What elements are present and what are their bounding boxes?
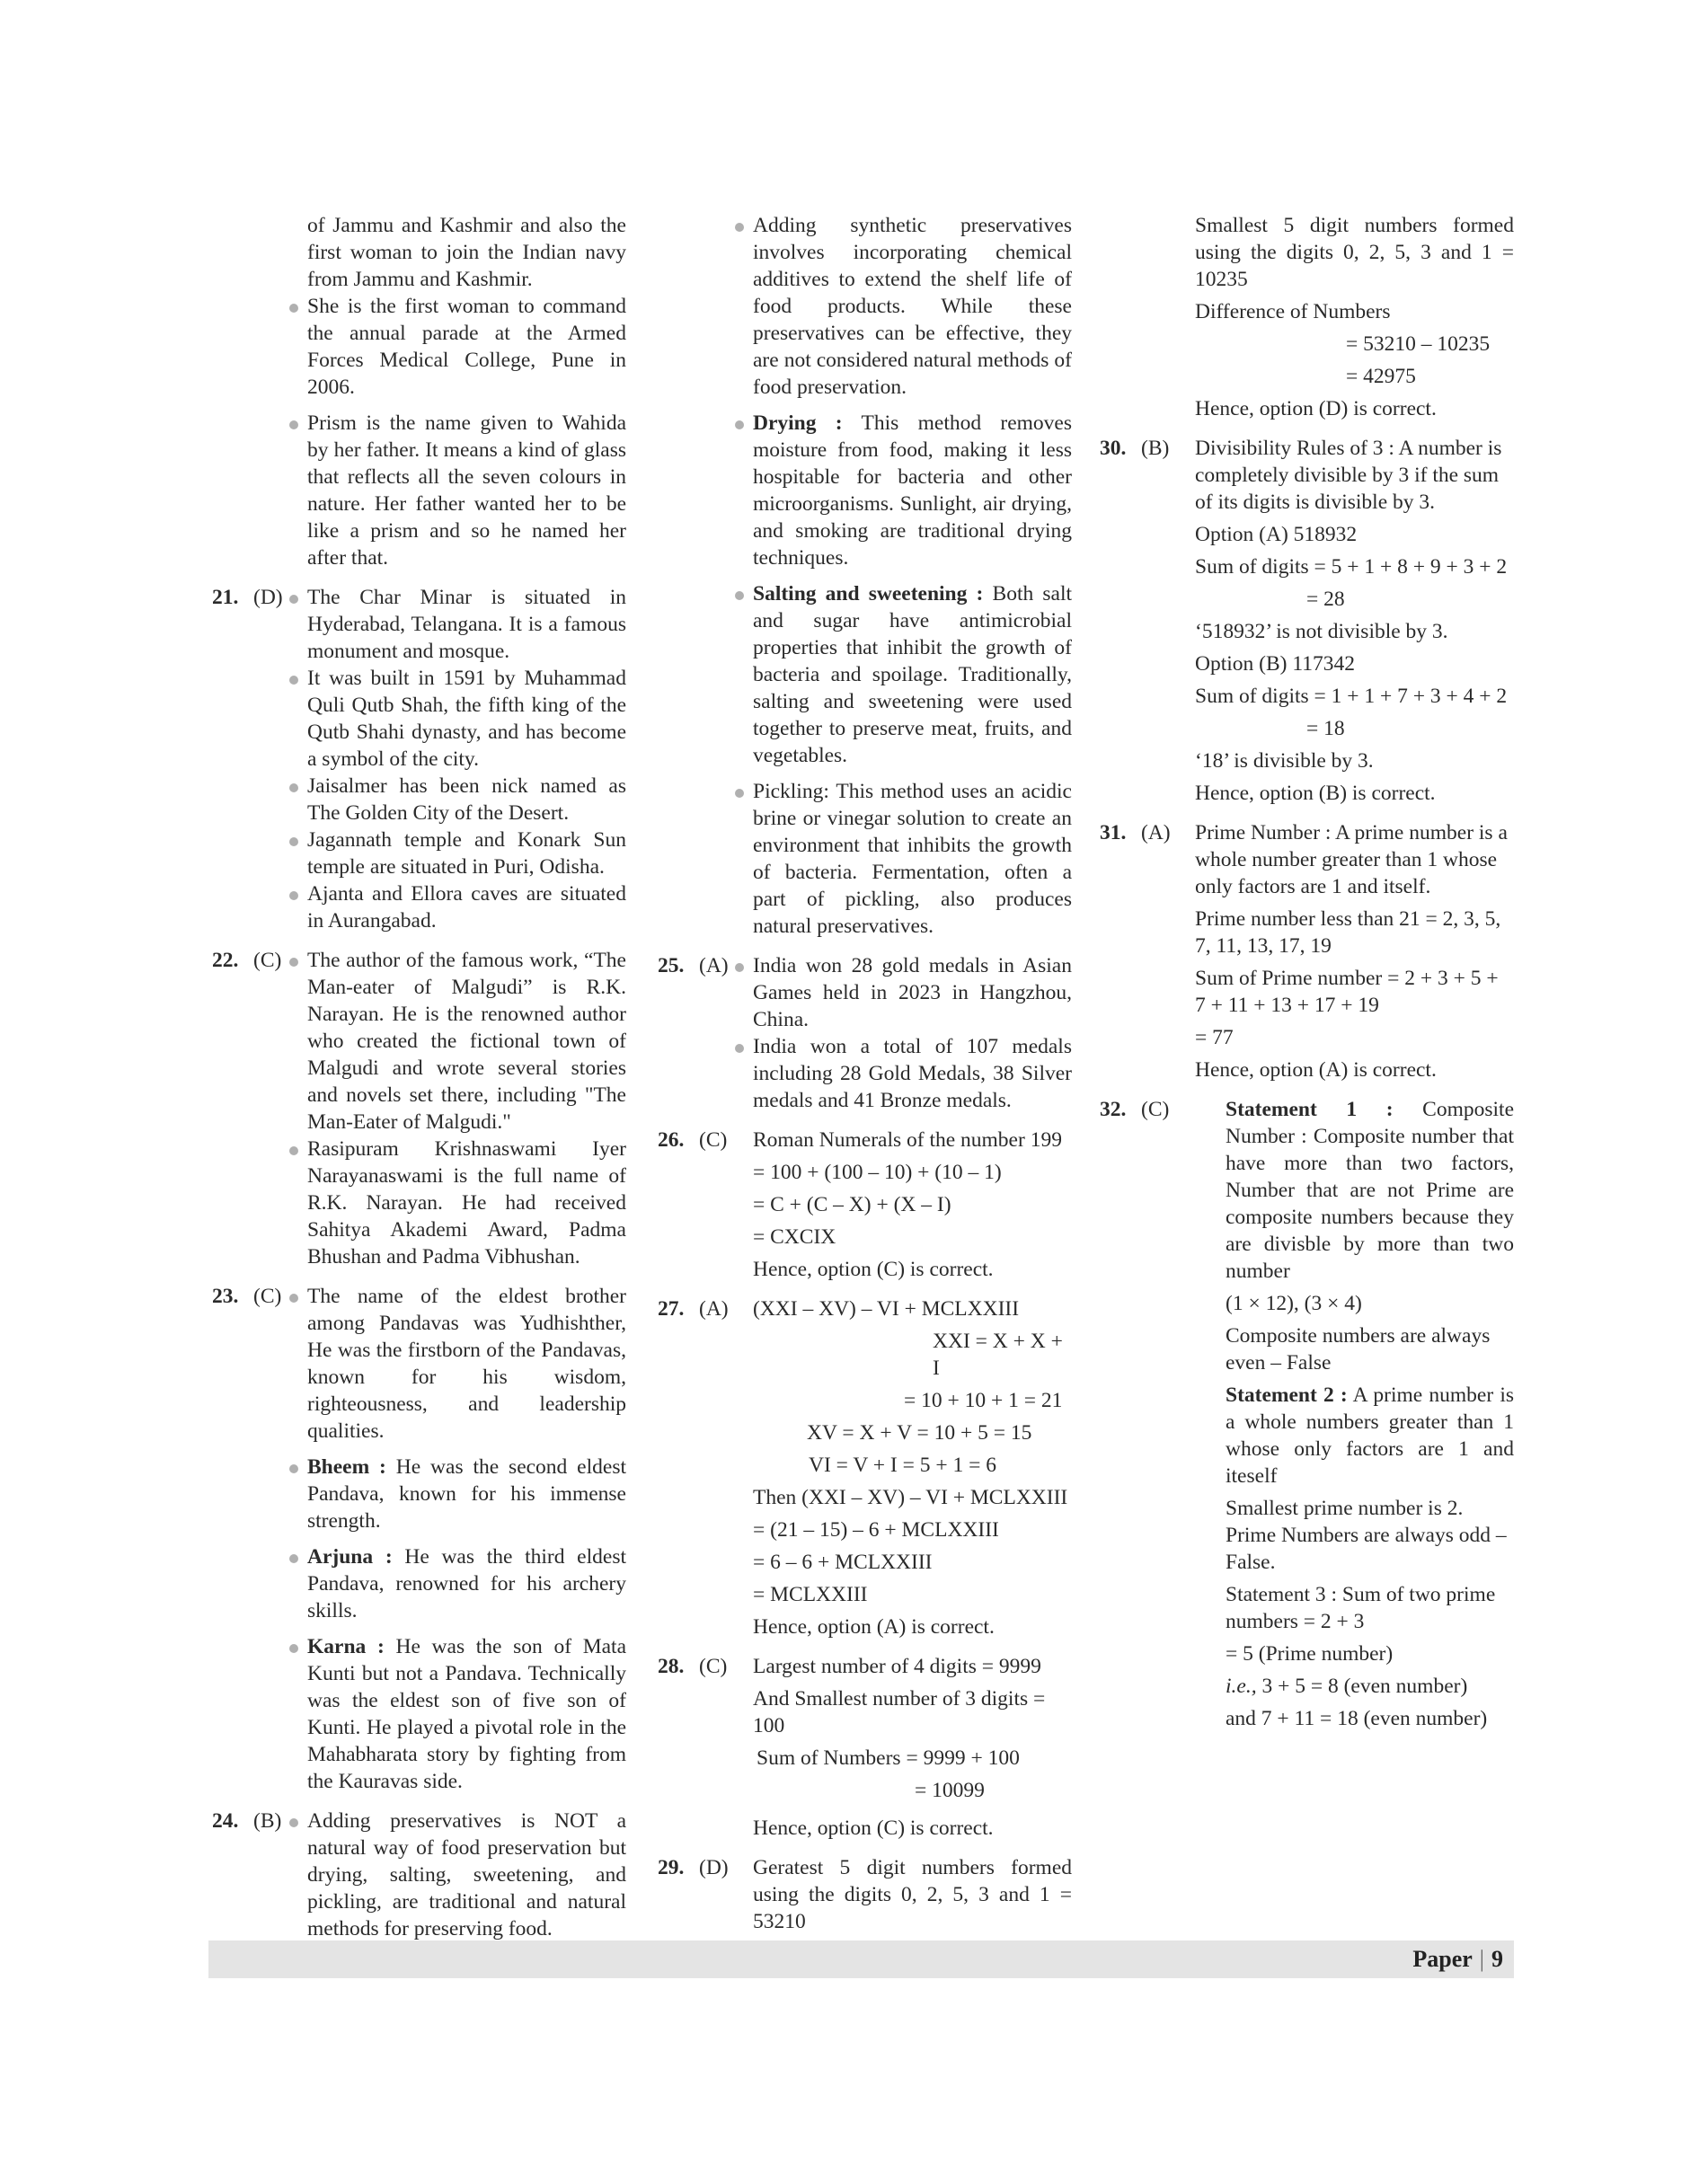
- math-line: Composite numbers are always even – False: [1226, 1324, 1491, 1375]
- bullet-icon: [289, 837, 298, 846]
- footer-label: [1412, 1946, 1503, 1973]
- answer-option: (A): [699, 1297, 729, 1321]
- answer-32: [1096, 1096, 1514, 1732]
- answer-option: (D): [253, 586, 283, 609]
- answer-29: [654, 1854, 1072, 1935]
- math-line: = CXCIX: [753, 1225, 836, 1249]
- math-line: Prime Number : A prime number is a whole number greater than 1 whose only factors are 1 and itself.: [1195, 821, 1508, 898]
- question-number: 30.: [1100, 437, 1127, 460]
- bullet-icon: [289, 304, 298, 313]
- answer-option: (A): [1141, 821, 1171, 844]
- answer-option: (C): [253, 949, 282, 972]
- math-line: = 18: [1306, 717, 1345, 740]
- question-number: 32.: [1100, 1098, 1127, 1121]
- column-1: [208, 212, 626, 1955]
- math-line: Smallest 5 digit numbers formed using the digits 0, 2, 5, 3 and 1 = 10235: [1195, 214, 1514, 291]
- column-2: [654, 212, 1072, 1948]
- column-3: [1096, 212, 1514, 1745]
- math-line: ‘518932’ is not divisible by 3.: [1195, 620, 1448, 643]
- answer-option: (D): [699, 1856, 729, 1879]
- math-line: Hence, option (B) is correct.: [1195, 782, 1436, 805]
- math-line: i.e., 3 + 5 = 8 (even number): [1226, 1675, 1468, 1698]
- math-line: = C + (C – X) + (X – I): [753, 1193, 951, 1216]
- list-item: Ajanta and Ellora caves are situated in Aurangabad.: [307, 880, 626, 934]
- statement-2: [1195, 1382, 1514, 1576]
- math-line: = 77: [1195, 1026, 1234, 1049]
- math-line: Hence, option (D) is correct.: [1195, 397, 1437, 420]
- statement-text: Statement 2 : A prime number is a whole numbers greater than 1 whose only factors are 1 and iteself: [1226, 1383, 1514, 1488]
- statement-text: Statement 1 : Composite Number : Composite number that have more than two factors, Number that are not Prime are composite numbers because they are divisble by more than two number: [1226, 1098, 1514, 1283]
- list-item: Adding synthetic preservatives involves incorporating chemical additives to extend the shelf life of food products. While these preservatives can be effective, they are not considered natural methods of food preservation.: [753, 212, 1072, 401]
- math-line: = 10 + 10 + 1 = 21: [904, 1389, 1063, 1412]
- list-item: Pickling: This method uses an acidic brine or vinegar solution to create an environment that inhibits the growth of bacteria. Fermentation, often a part of pickling, also produces natural preservatives.: [753, 778, 1072, 940]
- bullet-icon: [289, 958, 298, 967]
- math-line: Difference of Numbers: [1195, 300, 1391, 323]
- answer-28: [654, 1653, 1072, 1842]
- bullet-icon: [735, 963, 744, 972]
- math-line: XXI = X + X + I: [933, 1330, 1063, 1380]
- list-item: Drying : This method removes moisture from food, making it less hospitable for bacteria and other microorganisms. Sunlight, air drying, and smoking are traditional drying techniques.: [753, 410, 1072, 571]
- question-number: 27.: [658, 1297, 685, 1321]
- math-line: Smallest prime number is 2. Prime Numbers are always odd – False.: [1226, 1497, 1507, 1574]
- list-item: Salting and sweetening : Both salt and sugar have antimicrobial properties that inhibit the growth of bacteria and spoilage. Traditionally, salting and sweetening were used together to preserve meat, fruits, and vegetables.: [753, 580, 1072, 769]
- math-line: = 100 + (100 – 10) + (10 – 1): [753, 1161, 1002, 1184]
- answer-option: (A): [699, 954, 729, 977]
- continued-text: of Jammu and Kashmir and also the first woman to join the Indian navy from Jammu and Kashmir.: [307, 214, 626, 291]
- math-line: VI = V + I = 5 + 1 = 6: [809, 1454, 997, 1477]
- bullet-icon: [289, 676, 298, 685]
- math-line: ‘18’ is divisible by 3.: [1195, 749, 1374, 773]
- math-line: Sum of Numbers = 9999 + 100: [757, 1746, 1020, 1770]
- bullet-icon: [289, 891, 298, 900]
- math-line: Roman Numerals of the number 199: [753, 1128, 1062, 1152]
- list-item: Jaisalmer has been nick named as The Golden City of the Desert.: [307, 773, 626, 827]
- question-number: 25.: [658, 954, 685, 977]
- math-line: Geratest 5 digit numbers formed using the digits 0, 2, 5, 3 and 1 = 53210: [753, 1856, 1072, 1933]
- list-item: She is the first woman to command the annual parade at the Armed Forces Medical College, Pune in 2006.: [307, 293, 626, 401]
- bullet-icon: [289, 1464, 298, 1473]
- list-item: Rasipuram Krishnaswami Iyer Narayanaswami is the full name of R.K. Narayan. He had received Sahitya Akademi Award, Padma Bhushan and Padma Vibhushan.: [307, 1136, 626, 1270]
- list-item: Arjuna : He was the third eldest Pandava, renowned for his archery skills.: [307, 1543, 626, 1624]
- math-line: = 10099: [915, 1779, 985, 1802]
- footer-separator: |: [1479, 1946, 1484, 1972]
- bullet-icon: [289, 1818, 298, 1827]
- bullet-icon: [289, 595, 298, 604]
- list-item: The name of the eldest brother among Pandavas was Yudhishther, He was the firstborn of the Pandavas, known for his wisdom, righteousness, and leadership qualities.: [307, 1283, 626, 1445]
- answer-option: (C): [1141, 1098, 1170, 1121]
- bullet-icon: [735, 591, 744, 600]
- math-line: = 6 – 6 + MCLXXIII: [753, 1551, 933, 1574]
- list-item: It was built in 1591 by Muhammad Quli Qutb Shah, the fifth king of the Qutb Shahi dynasty, and has become a symbol of the city.: [307, 665, 626, 773]
- question-number: 23.: [212, 1285, 239, 1308]
- math-line: Hence, option (A) is correct.: [1195, 1058, 1437, 1082]
- list-item: Adding preservatives is NOT a natural way of food preservation but drying, salting, sweetening, and pickling, are traditional and natural methods for preserving food.: [307, 1808, 626, 1942]
- math-line: and 7 + 11 = 18 (even number): [1226, 1707, 1488, 1730]
- question-number: 22.: [212, 949, 239, 972]
- question-number: 31.: [1100, 821, 1127, 844]
- bullet-icon: [289, 420, 298, 429]
- bullet-icon: [289, 783, 298, 792]
- math-line: (1 × 12), (3 × 4): [1226, 1292, 1362, 1315]
- list-item: India won a total of 107 medals including 28 Gold Medals, 38 Silver medals and 41 Bronze medals.: [753, 1033, 1072, 1114]
- math-line: And Smallest number of 3 digits = 100: [753, 1687, 1046, 1737]
- answer-30: [1096, 435, 1514, 807]
- answer-option: (C): [253, 1285, 282, 1308]
- math-line: Then (XXI – XV) – VI + MCLXXIII: [753, 1486, 1068, 1509]
- answer-option: (C): [699, 1128, 728, 1152]
- math-line: Hence, option (C) is correct.: [753, 1817, 994, 1840]
- question-number: 24.: [212, 1809, 239, 1833]
- question-number: 26.: [658, 1128, 685, 1152]
- math-line: Largest number of 4 digits = 9999: [753, 1655, 1041, 1678]
- math-line: Sum of digits = 5 + 1 + 8 + 9 + 3 + 2: [1195, 555, 1508, 579]
- bullet-icon: [289, 1644, 298, 1653]
- answer-27: [654, 1295, 1072, 1640]
- math-line: = 42975: [1346, 365, 1416, 388]
- footer-title: Paper: [1412, 1946, 1473, 1972]
- math-line: = MCLXXIII: [753, 1583, 868, 1606]
- question-number: 21.: [212, 586, 239, 609]
- answer-20-continued: [208, 212, 626, 571]
- math-line: = (21 – 15) – 6 + MCLXXIII: [753, 1518, 999, 1542]
- answer-21: [208, 584, 626, 934]
- list-item: Karna : He was the son of Mata Kunti but not a Pandava. Technically was the eldest son of five son of Kunti. He played a pivotal role in the Mahabharata story by fighting from the Kauravas side.: [307, 1633, 626, 1795]
- bullet-icon: [735, 789, 744, 798]
- answer-31: [1096, 819, 1514, 1083]
- bullet-icon: [289, 1146, 298, 1155]
- math-line: Option (A) 518932: [1195, 523, 1358, 546]
- math-line: Option (B) 117342: [1195, 652, 1355, 676]
- math-line: Hence, option (A) is correct.: [753, 1615, 995, 1639]
- page-footer: [208, 1940, 1514, 1978]
- answer-25: [654, 952, 1072, 1114]
- answer-29-continued: [1096, 212, 1514, 422]
- bullet-icon: [735, 420, 744, 429]
- list-item: India won 28 gold medals in Asian Games held in 2023 in Hangzhou, China.: [753, 952, 1072, 1033]
- page-number: 9: [1491, 1946, 1503, 1972]
- statement-1: [1195, 1096, 1514, 1376]
- answer-26: [654, 1127, 1072, 1283]
- list-item: Bheem : He was the second eldest Pandava, known for his immense strength.: [307, 1454, 626, 1534]
- question-number: 29.: [658, 1856, 685, 1879]
- math-line: = 5 (Prime number): [1226, 1642, 1394, 1666]
- bullet-icon: [735, 1044, 744, 1053]
- math-line: Divisibility Rules of 3 : A number is completely divisible by 3 if the sum of its digits is divisible by 3.: [1195, 437, 1502, 514]
- answer-24: [208, 1808, 626, 1942]
- statement-3: [1195, 1581, 1514, 1732]
- bullet-icon: [289, 1294, 298, 1303]
- list-item: Prism is the name given to Wahida by her father. It means a kind of glass that reflects all the seven colours in nature. Her father wanted her to be like a prism and so he named her after that.: [307, 410, 626, 571]
- math-line: = 28: [1306, 588, 1345, 611]
- math-line: Sum of digits = 1 + 1 + 7 + 3 + 4 + 2: [1195, 685, 1508, 708]
- list-item: The author of the famous work, “The Man-eater of Malgudi” is R.K. Narayan. He is the renowned author who created the fictional town of Malgudi and wrote several stories and novels set there, including "The Man-Eater of Malgudi.": [307, 947, 626, 1136]
- math-line: Sum of Prime number = 2 + 3 + 5 + 7 + 11 + 13 + 17 + 19: [1195, 967, 1499, 1017]
- answer-option: (B): [1141, 437, 1170, 460]
- answer-23: [208, 1283, 626, 1795]
- math-line: Prime number less than 21 = 2, 3, 5, 7, 11, 13, 17, 19: [1195, 907, 1501, 958]
- bullet-icon: [289, 1554, 298, 1563]
- math-line: Statement 3 : Sum of two prime numbers = 2 + 3: [1226, 1583, 1496, 1633]
- answer-option: (C): [699, 1655, 728, 1678]
- answer-24-continued: [654, 212, 1072, 940]
- list-item: The Char Minar is situated in Hyderabad, Telangana. It is a famous monument and mosque.: [307, 584, 626, 665]
- list-item: Jagannath temple and Konark Sun temple are situated in Puri, Odisha.: [307, 827, 626, 880]
- math-line: Hence, option (C) is correct.: [753, 1258, 994, 1281]
- answer-option: (B): [253, 1809, 282, 1833]
- question-number: 28.: [658, 1655, 685, 1678]
- answer-22: [208, 947, 626, 1270]
- math-line: = 53210 – 10235: [1346, 332, 1491, 356]
- bullet-icon: [735, 223, 744, 232]
- math-line: XV = X + V = 10 + 5 = 15: [807, 1421, 1032, 1445]
- math-line: (XXI – XV) – VI + MCLXXIII: [753, 1297, 1020, 1321]
